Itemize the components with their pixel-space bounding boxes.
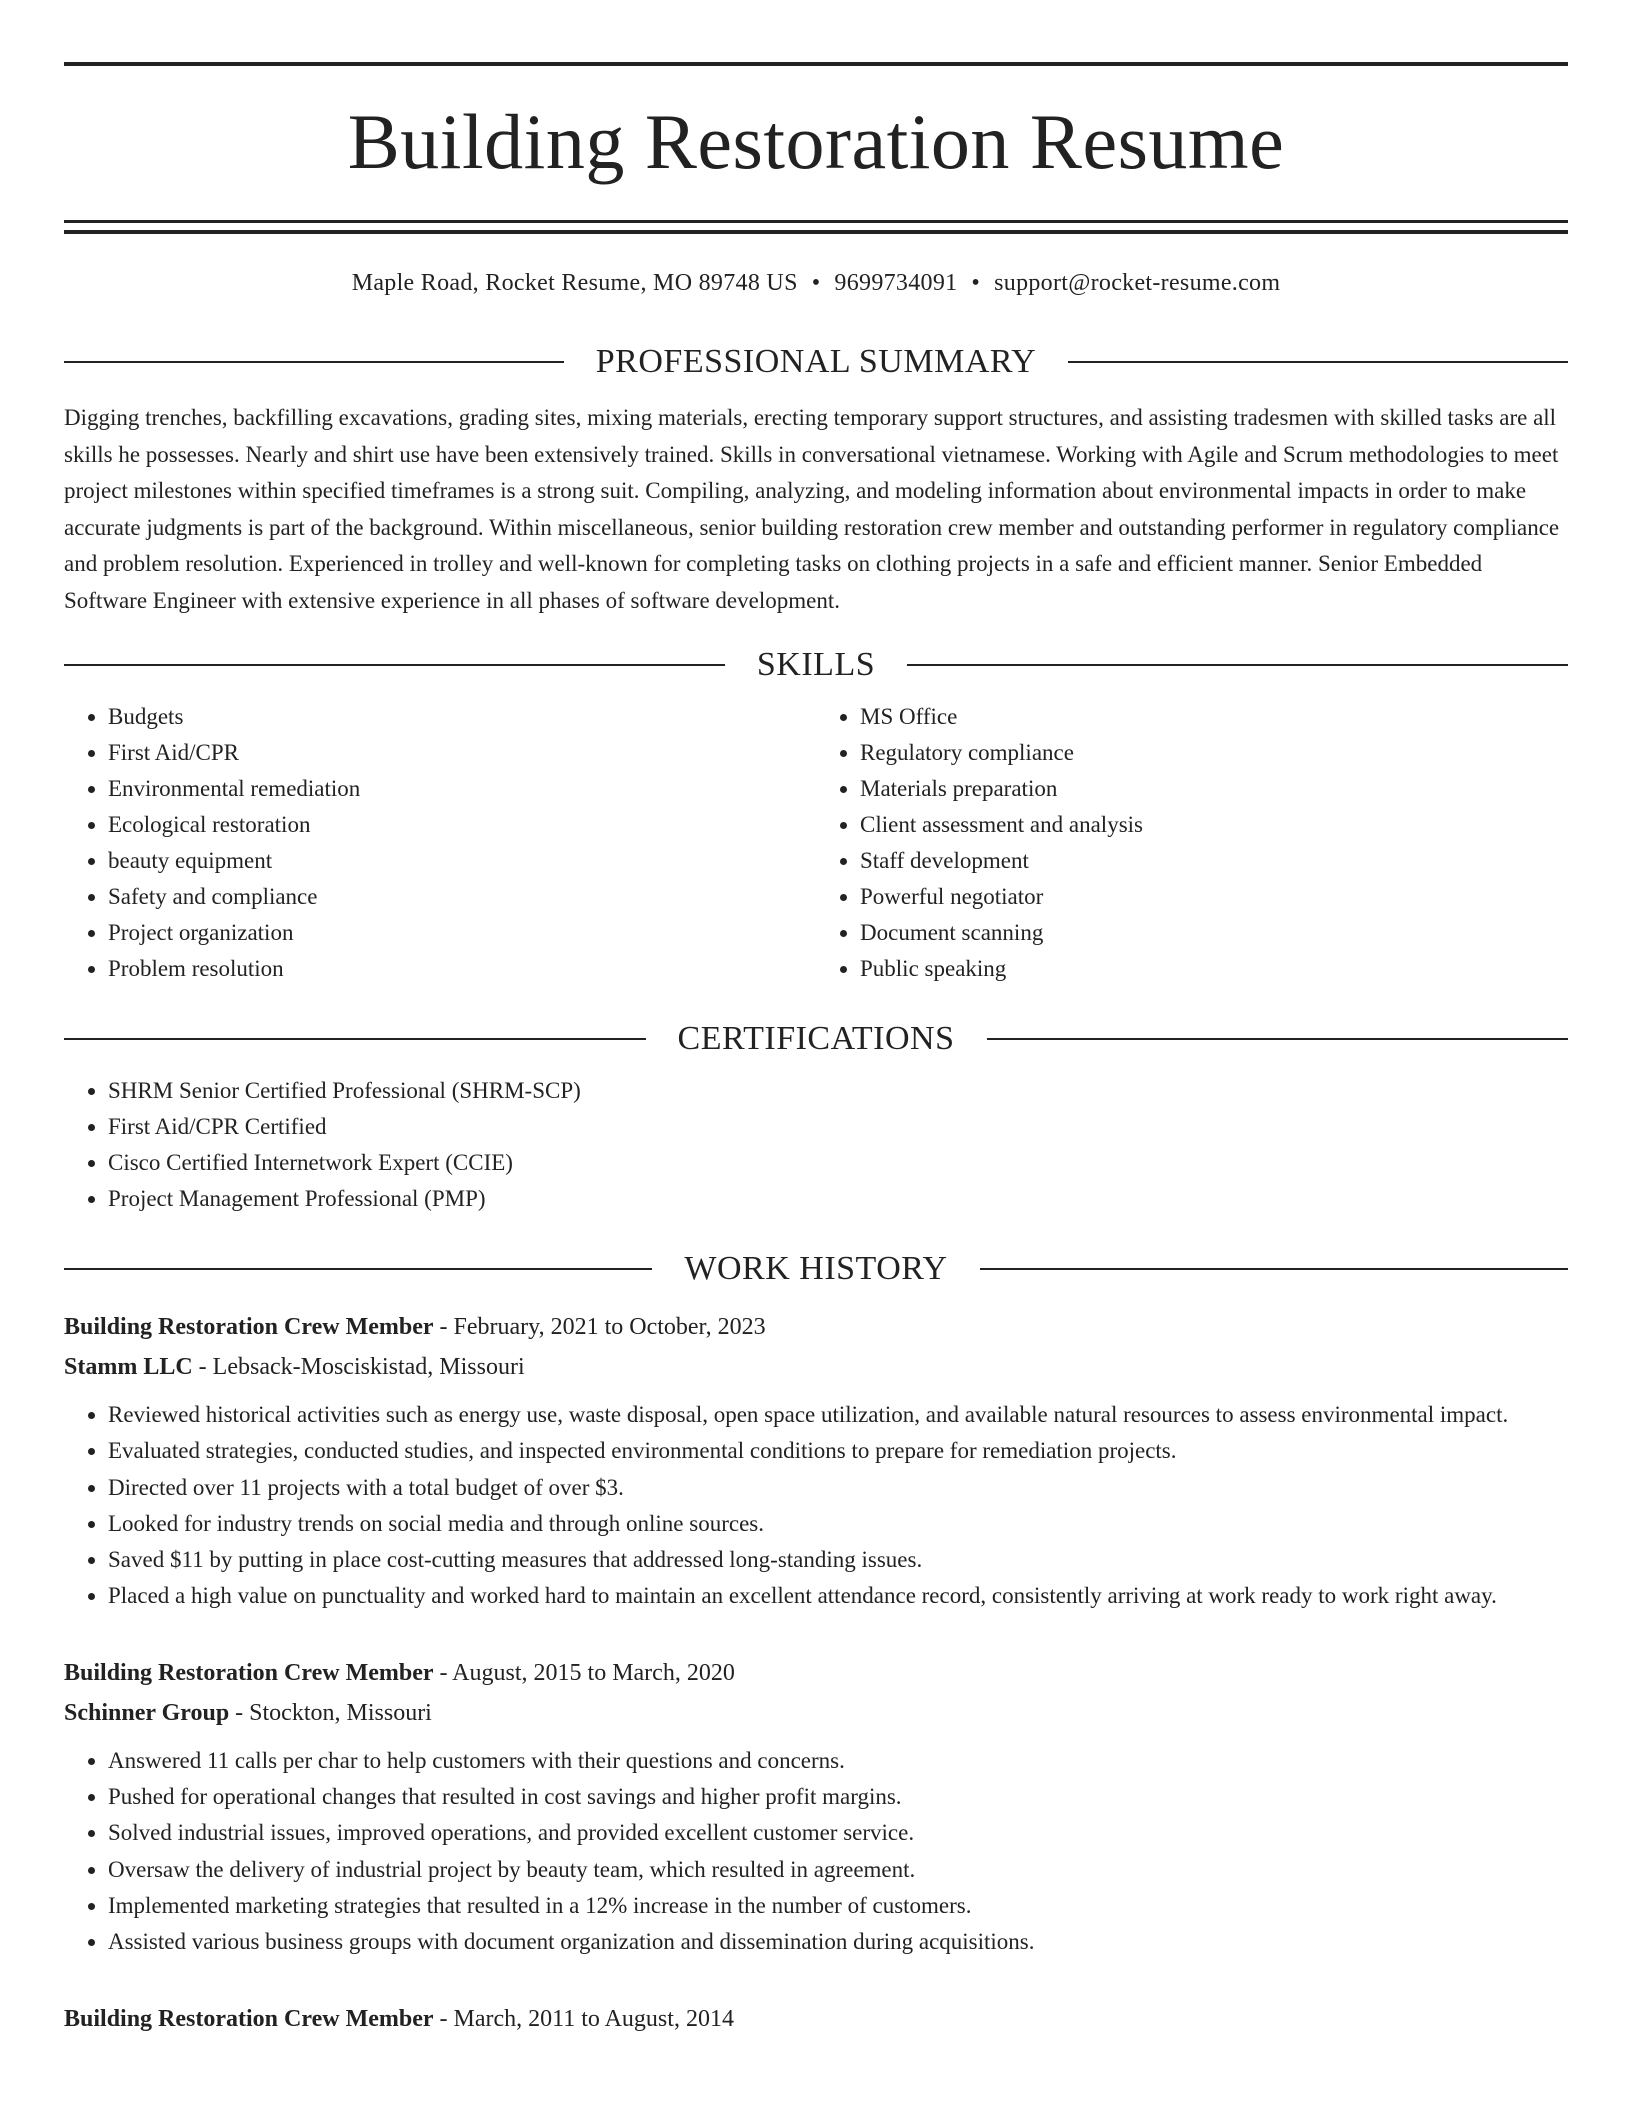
skill-item: • Problem resolution — [108, 951, 816, 987]
skills-columns — [64, 699, 1568, 987]
section-heading-certifications — [64, 1019, 1568, 1059]
section-heading-summary — [64, 342, 1568, 382]
job-entry — [64, 1653, 1568, 1961]
section-title: CERTIFICATIONS — [677, 1020, 955, 1057]
skill-item: • Staff development — [860, 843, 1568, 879]
job-bullet: • Oversaw the delivery of industrial project by beauty team, which resulted in agreement. — [108, 1852, 1568, 1888]
skill-item: • First Aid/CPR — [108, 735, 816, 771]
certification-item: • Cisco Certified Internetwork Expert (CCIE) — [108, 1145, 1568, 1181]
section-title: WORK HISTORY — [684, 1250, 948, 1287]
skill-item: • Document scanning — [860, 915, 1568, 951]
job-bullets — [64, 1397, 1568, 1615]
skill-item: • MS Office — [860, 699, 1568, 735]
heading-rule — [987, 1038, 1569, 1040]
skills-list-right — [816, 699, 1568, 987]
contact-phone: 9699734091 — [834, 270, 958, 296]
job-title-line — [64, 1999, 1568, 2039]
heading-rule — [907, 664, 1568, 666]
contact-line — [64, 268, 1568, 298]
contact-separator: • — [811, 270, 821, 296]
job-entry — [64, 1307, 1568, 1615]
title-double-rule — [64, 220, 1568, 234]
job-bullet: • Evaluated strategies, conducted studies, and inspected environmental conditions to prepare for remediation projects. — [108, 1433, 1568, 1469]
job-dates: - March, 2011 to August, 2014 — [433, 2005, 734, 2032]
heading-rule — [980, 1268, 1568, 1270]
job-title: Building Restoration Crew Member — [64, 1659, 434, 1686]
contact-address: Maple Road, Rocket Resume, MO 89748 US — [351, 270, 798, 296]
skills-list-left — [64, 699, 816, 987]
contact-email: support@rocket-resume.com — [994, 270, 1281, 296]
job-company: Stamm LLC — [64, 1354, 193, 1380]
job-entry — [64, 1999, 1568, 2039]
skill-item: • beauty equipment — [108, 843, 816, 879]
job-dates: - February, 2021 to October, 2023 — [433, 1314, 766, 1340]
job-location: - Stockton, Missouri — [229, 1699, 432, 1726]
job-title: Building Restoration Crew Member — [64, 2005, 434, 2032]
section-title: PROFESSIONAL SUMMARY — [595, 343, 1037, 380]
heading-rule — [64, 361, 564, 363]
skill-item: • Budgets — [108, 699, 816, 735]
job-location: - Lebsack-Mosciskistad, Missouri — [192, 1354, 525, 1380]
skill-item: • Ecological restoration — [108, 807, 816, 843]
job-company-line — [64, 1347, 1568, 1387]
heading-rule — [64, 1268, 652, 1270]
section-heading-work-history — [64, 1249, 1568, 1289]
job-dates: - August, 2015 to March, 2020 — [433, 1659, 735, 1686]
job-company-line — [64, 1693, 1568, 1733]
job-title-line — [64, 1307, 1568, 1347]
skill-item: • Materials preparation — [860, 771, 1568, 807]
job-company: Schinner Group — [64, 1699, 230, 1726]
heading-rule — [64, 664, 725, 666]
job-bullets — [64, 1743, 1568, 1961]
resume-page — [64, 0, 1568, 2039]
job-bullet: • Placed a high value on punctuality and worked hard to maintain an excellent attendance record, consistently arriving at work ready to work right away. — [108, 1578, 1568, 1614]
skill-item: • Regulatory compliance — [860, 735, 1568, 771]
skill-item: • Powerful negotiator — [860, 879, 1568, 915]
heading-rule — [1068, 361, 1568, 363]
job-bullet: • Pushed for operational changes that resulted in cost savings and higher profit margins. — [108, 1779, 1568, 1815]
skill-item: • Public speaking — [860, 951, 1568, 987]
certification-item: • First Aid/CPR Certified — [108, 1109, 1568, 1145]
job-bullet: • Looked for industry trends on social media and through online sources. — [108, 1506, 1568, 1542]
job-bullet: • Answered 11 calls per char to help customers with their questions and concerns. — [108, 1743, 1568, 1779]
job-bullet: • Implemented marketing strategies that resulted in a 12% increase in the number of customers. — [108, 1888, 1568, 1924]
certification-item: • Project Management Professional (PMP) — [108, 1181, 1568, 1217]
skill-item: • Environmental remediation — [108, 771, 816, 807]
skill-item: • Safety and compliance — [108, 879, 816, 915]
skill-item: • Project organization — [108, 915, 816, 951]
job-bullet: • Solved industrial issues, improved operations, and provided excellent customer service. — [108, 1815, 1568, 1851]
skill-item: • Client assessment and analysis — [860, 807, 1568, 843]
job-title: Building Restoration Crew Member — [64, 1314, 434, 1340]
job-title-line — [64, 1653, 1568, 1693]
heading-rule — [64, 1038, 646, 1040]
section-title: SKILLS — [756, 646, 876, 683]
certifications-list — [64, 1073, 1568, 1217]
job-bullet: • Reviewed historical activities such as energy use, waste disposal, open space utilization, and available natural resources to assess environmental impact. — [108, 1397, 1568, 1433]
top-rule — [64, 62, 1568, 66]
summary-text: Digging trenches, backfilling excavations, grading sites, mixing materials, erecting temporary support structures, and assisting tradesmen with skilled tasks are all skills he possesses. Nearly and shirt use have been extensively trained. Skills in conversational vietnamese. Working with Agile and Scrum methodologies to meet project milestones within specified timeframes is a strong suit. Compiling, analyzing, and modeling information about environmental impacts in order to make accurate judgments is part of the background. Within miscellaneous, senior building restoration crew member and outstanding performer in regulatory compliance and problem resolution. Experienced in trolley and well-known for completing tasks on clothing projects in a safe and efficient manner. Senior Embedded Software Engineer with extensive experience in all phases of software development. — [64, 405, 1560, 613]
job-bullet: • Directed over 11 projects with a total budget of over $3. — [108, 1470, 1568, 1506]
certification-item: • SHRM Senior Certified Professional (SHRM-SCP) — [108, 1073, 1568, 1109]
contact-separator: • — [971, 270, 981, 296]
job-bullet: • Saved $11 by putting in place cost-cutting measures that addressed long-standing issues. — [108, 1542, 1568, 1578]
page-title: Building Restoration Resume — [347, 98, 1285, 185]
section-heading-skills — [64, 645, 1568, 685]
job-bullet: • Assisted various business groups with document organization and dissemination during acquisitions. — [108, 1924, 1568, 1960]
